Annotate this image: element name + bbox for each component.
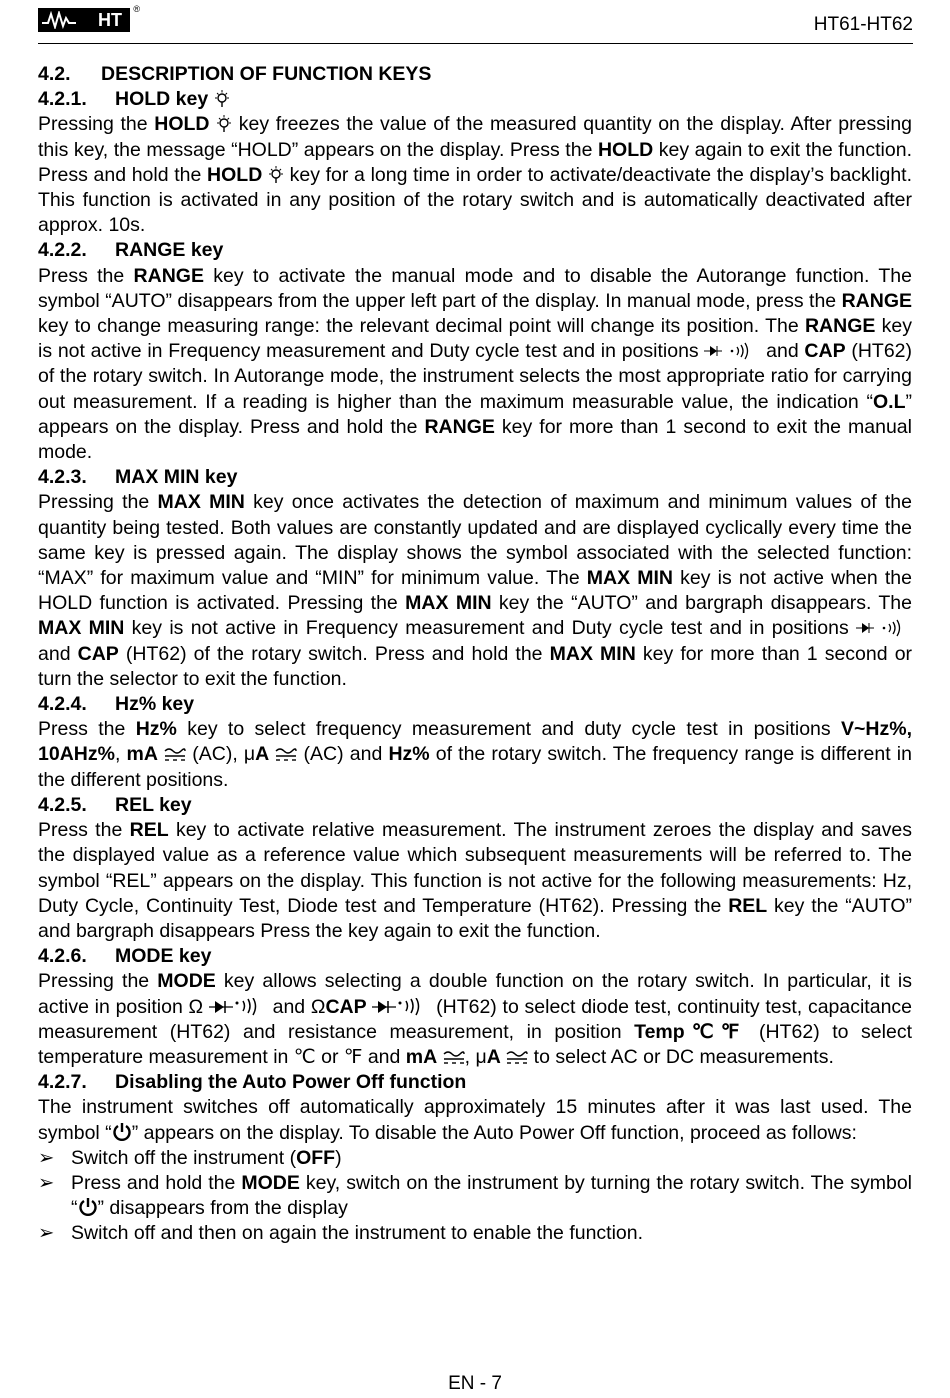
arrow-bullet-icon: ➢: [38, 1222, 55, 1245]
list-item: ➢ Press and hold the MODE key, switch on the instrument by turning the rotary switch. The symbol “ ” disappears from the display: [38, 1171, 913, 1220]
hz-heading: [38, 692, 912, 717]
list-item: ➢ Switch off and then on again the instrument to enable the function.: [38, 1221, 912, 1246]
rel-paragraph: Press the REL key to activate relative measurement. The instrument zeroes the display and saves the displayed value as a reference value which subsequent measurements will be referred to. The symbol “REL” appears on the display. This function is not active for the following measurements: Hz, Duty Cycle, Continuity Test, Diode test and Temperature (HT62). Pressing the REL key the “AUTO” and bargraph disappears Press the key again to exit the function.: [38, 819, 912, 942]
rel-heading: [38, 793, 912, 818]
backlight-bulb-icon: [268, 166, 284, 184]
ac-dc-icon: [506, 1050, 528, 1066]
rel-title: REL key: [115, 793, 192, 816]
hz-title: Hz% key: [115, 693, 195, 716]
model-number: HT61-HT62: [813, 14, 913, 35]
arrow-bullet-icon: ➢: [38, 1171, 55, 1194]
maxmin-paragraph: Pressing the MAX MIN key once activates the detection of maximum and minimum values of the quantity being tested. Both values are constantly updated and are displayed cyclically every time the same key is pressed again. The display shows the symbol associated with the selected function: “MAX” for maximum value and “MIN” for minimum value. The MAX MIN key is not active when the HOLD function is activated. Pressing the MAX MIN key the “AUTO” and bargraph disappears. The MAX MIN key is not active in Frequency measurement and Duty cycle test and in positions and CAP (HT62) of the rotary switch. Press and hold the MAX MIN key for more than 1 second or turn the selector to exit the function.: [38, 491, 913, 690]
backlight-bulb-icon: [214, 90, 230, 108]
apo-heading: [38, 1070, 912, 1095]
apo-steps-list: [38, 1146, 912, 1247]
ac-dc-icon: [275, 747, 297, 763]
diode-continuity-icon: [856, 619, 912, 637]
diode-continuity-icon: [372, 998, 430, 1016]
auto-power-off-icon: [78, 1197, 98, 1217]
page-content: [38, 62, 912, 1247]
ac-dc-icon: [164, 747, 186, 763]
mode-heading: [38, 944, 912, 969]
range-paragraph: Press the RANGE key to activate the manual mode and to disable the Autorange function. The symbol “AUTO” disappears from the upper left part of the display. In manual mode, press the RANGE key to change measuring range: the relevant decimal point will change its position. The RANGE key is not active in Frequency measurement and Duty cycle test and in positions and CAP (HT62) of the rotary switch. In Autorange mode, the instrument selects the most appropriate ratio for carrying out measurement. If a reading is higher than the maximum measurable value, the indication “O.L” appears on the display. Press and hold the RANGE key for more than 1 second to exit the manual mode.: [38, 264, 913, 464]
rel-number: 4.2.5.: [38, 793, 87, 816]
apo-number: 4.2.7.: [38, 1071, 87, 1094]
hold-number: 4.2.1.: [38, 88, 87, 111]
diode-continuity-icon: [704, 342, 760, 360]
maxmin-heading: [38, 465, 912, 490]
apo-title: Disabling the Auto Power Off function: [115, 1071, 467, 1094]
logo-wave-icon: [42, 11, 76, 29]
ac-dc-icon: [443, 1050, 465, 1066]
hold-title: HOLD key: [115, 88, 209, 111]
section-number: 4.2.: [38, 63, 71, 85]
diode-continuity-icon: [209, 998, 267, 1016]
page-number: EN - 7: [448, 1373, 502, 1394]
logo-text: HT: [98, 9, 122, 30]
list-item: ➢ Switch off the instrument (OFF): [38, 1146, 912, 1171]
mode-title: MODE key: [115, 945, 212, 968]
range-title: RANGE key: [115, 239, 224, 262]
range-number: 4.2.2.: [38, 239, 87, 262]
section-title: DESCRIPTION OF FUNCTION KEYS: [101, 63, 432, 85]
apo-paragraph: The instrument switches off automatically approximately 15 minutes after it was last used. The symbol “ ” appears on the display. To disable the Auto Power Off function, proceed as follows:: [38, 1096, 912, 1144]
maxmin-title: MAX MIN key: [115, 466, 238, 489]
logo-registered-mark: ®: [133, 4, 140, 14]
section-heading: [38, 62, 912, 87]
hz-paragraph: Press the Hz% key to select frequency measurement and duty cycle test in positions V~Hz%, 10AHz%, mA (AC), μA (AC) and Hz% of the rotary switch. The frequency range is different in the different positions.: [38, 718, 912, 791]
mode-paragraph: Pressing the MODE key allows selecting a double function on the rotary switch. In particular, it is active in position Ω and ΩCAP (HT62) to select diode test, continuity test, capacitance measurement (HT62) and resistance measurement, in position Temp℃℉ (HT62) to select temperature measurement in ℃ or ℉ and mA , μA to select AC or DC measurements.: [38, 970, 913, 1068]
hz-number: 4.2.4.: [38, 693, 87, 716]
range-heading: [38, 238, 912, 263]
hold-paragraph: Pressing the HOLD key freezes the value of the measured quantity on the display. After pressing this key, the message “HOLD” appears on the display. Press the HOLD key again to exit the function. Press and hold the HOLD key for a long time in order to activate/deactivate the display’s backlight. This function is activated in any position of the rotary switch and is automatically deactivated after approx. 10s.: [38, 113, 913, 237]
arrow-bullet-icon: ➢: [38, 1146, 55, 1169]
maxmin-number: 4.2.3.: [38, 466, 87, 489]
ht-logo: [38, 4, 140, 32]
backlight-bulb-icon: [216, 115, 232, 133]
mode-number: 4.2.6.: [38, 945, 87, 968]
hold-heading: [38, 87, 912, 112]
auto-power-off-icon: [112, 1122, 132, 1142]
page-header: [38, 0, 913, 44]
